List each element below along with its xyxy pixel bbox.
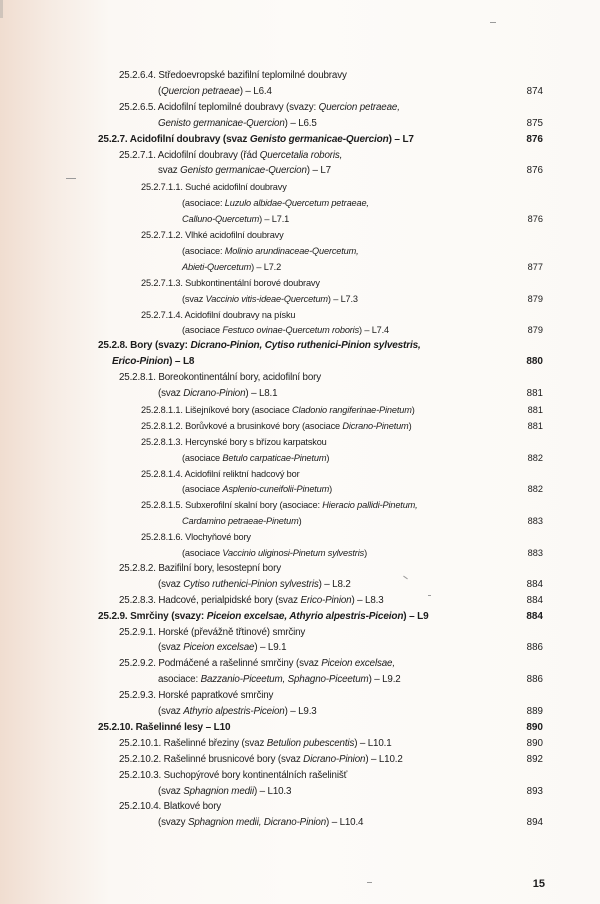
toc-entry-title: 25.2.9. Smrčiny (svazy: Piceion excelsae, Athyrio alpestris-Piceion) – L9 <box>98 610 429 622</box>
toc-entry <box>0 784 600 800</box>
toc-entry-title: 25.2.8.3. Hadcové, perialpidské bory (svaz Erico-Pinion) – L8.3 <box>119 594 384 606</box>
toc-entry-title: 25.2.8.1.1. Lišejníkové bory (asociace Cladonio rangiferinae-Pinetum) <box>141 404 415 415</box>
toc-entry-title: 25.2.7. Acidofilní doubravy (svaz Genisto germanicae-Quercion) – L7 <box>98 133 414 145</box>
toc-entry-title: 25.2.8. Bory (svazy: Dicrano-Pinion, Cytiso ruthenici-Pinion sylvestris, <box>98 340 421 352</box>
toc-entry-title: (asociace Festuco ovinae-Quercetum roboris) – L7.4 <box>182 325 389 336</box>
toc-entry <box>0 752 600 768</box>
toc-entry <box>0 688 600 704</box>
toc-entry <box>0 100 600 116</box>
toc-entry-title: (svaz Athyrio alpestris-Piceion) – L9.3 <box>158 706 317 717</box>
toc-entry-page: 882 <box>527 452 543 463</box>
toc-entry <box>0 84 600 100</box>
toc-entry <box>0 466 600 482</box>
toc-entry-title: (svaz Cytiso ruthenici-Pinion sylvestris) – L8.2 <box>158 578 351 590</box>
toc-entry-title: 25.2.8.1.6. Vlochyňové bory <box>141 532 251 543</box>
toc-entry <box>0 68 600 84</box>
toc-entry-page: 884 <box>526 594 543 606</box>
toc-entry-title: 25.2.10. Rašelinné lesy – L10 <box>98 721 231 733</box>
toc-entry-title: (svaz Vaccinio vitis-ideae-Quercetum) – L7.3 <box>182 293 358 304</box>
toc-entry-title: 25.2.10.3. Suchopýrové bory kontinentálních rašelinišť <box>119 769 348 781</box>
toc-entry <box>0 307 600 323</box>
toc-entry-page: 879 <box>527 293 543 304</box>
toc-entry-title: 25.2.10.1. Rašelinné březiny (svaz Betulion pubescentis) – L10.1 <box>119 737 392 749</box>
toc-entry-title: Cardamino petraeae-Pinetum) <box>182 516 302 527</box>
toc-entry <box>0 259 600 275</box>
toc-entry <box>0 132 600 148</box>
toc-entry-title: (asociace Betulo carpaticae-Pinetum) <box>182 452 330 463</box>
toc-entry <box>0 625 600 641</box>
toc-entry-page: 894 <box>526 817 543 829</box>
toc-entry-page: 880 <box>526 356 543 368</box>
toc-entry-page: 874 <box>526 85 543 97</box>
toc-entry-title: (svazy Sphagnion medii, Dicrano-Pinion) – L10.4 <box>158 817 364 829</box>
toc-entry-page: 881 <box>526 388 543 399</box>
toc-entry <box>0 195 600 211</box>
toc-entry-title: Calluno-Quercetum) – L7.1 <box>182 214 290 225</box>
toc-entry <box>0 736 600 752</box>
toc-entry-title: 25.2.9.3. Horské papratkové smrčiny <box>119 690 274 702</box>
toc-entry-page: 884 <box>526 610 543 622</box>
toc-entry <box>0 704 600 720</box>
toc-entry-page: 883 <box>527 516 543 527</box>
toc-entry-title: 25.2.8.1.2. Borůvkové a brusinkové bory (asociace Dicrano-Pinetum) <box>141 420 412 431</box>
page-edge-mark <box>0 0 3 18</box>
toc-entry-page: 882 <box>527 484 543 495</box>
toc-entry-title: 25.2.9.2. Podmáčené a rašelinné smrčiny (svaz Piceion excelsae, <box>119 658 395 670</box>
toc-entry-title: 25.2.10.2. Rašelinné brusnicové bory (svaz Dicrano-Pinion) – L10.2 <box>119 753 403 765</box>
toc-entry-page: 892 <box>526 753 543 765</box>
toc-entry-title: 25.2.9.1. Horské (převážně třtinové) smrčiny <box>119 626 306 638</box>
toc-entry-page: 886 <box>526 642 543 654</box>
toc-entry <box>0 513 600 529</box>
toc-entry-title: Genisto germanicae-Quercion) – L6.5 <box>158 117 317 129</box>
toc-entry <box>0 291 600 307</box>
toc-entry-title: 25.2.8.1.5. Subxerofilní skalní bory (asociace: Hieracio pallidi-Pinetum, <box>141 500 418 511</box>
toc-entry-page: 886 <box>526 674 543 686</box>
toc-entry <box>0 609 600 625</box>
toc-entry-page: 881 <box>527 404 543 415</box>
toc-entry-page: 883 <box>527 548 543 558</box>
toc-entry <box>0 227 600 243</box>
toc-entry <box>0 561 600 577</box>
toc-entry-title: 25.2.7.1.1. Suché acidofilní doubravy <box>141 182 287 193</box>
toc-entry <box>0 402 600 418</box>
toc-entry <box>0 497 600 513</box>
toc-entry-page: 877 <box>527 261 543 272</box>
toc-entry <box>0 640 600 656</box>
toc-entry-title: 25.2.8.1.3. Hercynské bory s břízou karpatskou <box>141 436 327 447</box>
toc-entry <box>0 116 600 132</box>
toc-entry-title: 25.2.7.1. Acidofilní doubravy (řád Quercetalia roboris, <box>119 149 343 161</box>
toc-entry-title: (svaz Dicrano-Pinion) – L8.1 <box>158 388 278 399</box>
toc-entry-title: (svaz Sphagnion medii) – L10.3 <box>158 785 292 797</box>
toc-entry-page: 884 <box>526 578 543 590</box>
toc-entry-title: 25.2.7.1.3. Subkontinentální borové doubravy <box>141 277 320 288</box>
dust-speck <box>490 22 496 23</box>
toc-entry-page: 893 <box>526 785 543 797</box>
toc-entry-title: 25.2.10.4. Blatkové bory <box>119 801 222 813</box>
toc-entry-page: 876 <box>527 214 543 225</box>
toc-entry-page: 881 <box>527 420 543 431</box>
toc-entry-page: 879 <box>527 325 543 336</box>
toc-entry <box>0 386 600 402</box>
toc-entry <box>0 672 600 688</box>
toc-entry <box>0 163 600 179</box>
toc-entry-title: 25.2.6.5. Acidofilní teplomilné doubravy (svazy: Quercion petraeae, <box>119 101 400 113</box>
toc-entry-page: 876 <box>526 133 543 145</box>
toc-entry <box>0 354 600 370</box>
toc-entry-page: 890 <box>526 721 543 733</box>
toc-entry <box>0 211 600 227</box>
toc-entry <box>0 815 600 831</box>
toc-entry <box>0 768 600 784</box>
toc-entry-title: (Quercion petraeae) – L6.4 <box>158 85 272 97</box>
toc-entry-title: 25.2.8.1.4. Acidofilní reliktní hadcový bor <box>141 468 300 479</box>
toc-entry <box>0 322 600 338</box>
toc-entry-page: 876 <box>526 165 543 177</box>
toc-entry-title: (asociace: Luzulo albidae-Quercetum petraeae, <box>182 198 369 209</box>
toc-entry <box>0 418 600 434</box>
toc-entry <box>0 593 600 609</box>
toc-entry-title: Abieti-Quercetum) – L7.2 <box>182 261 282 272</box>
toc-entry <box>0 545 600 561</box>
page-number: 15 <box>532 878 545 890</box>
toc-entry <box>0 577 600 593</box>
toc-entry-page: 890 <box>526 737 543 749</box>
toc-entry-title: (asociace Vaccinio uliginosi-Pinetum sylvestris) <box>182 548 367 558</box>
toc-entry-title: 25.2.7.1.4. Acidofilní doubravy na písku <box>141 309 296 320</box>
toc-entry-title: (asociace Asplenio-cuneifolii-Pinetum) <box>182 484 333 495</box>
toc-entry <box>0 275 600 291</box>
toc-entry <box>0 148 600 164</box>
toc-entry-title: 25.2.8.1. Boreokontinentální bory, acidofilní bory <box>119 372 321 384</box>
toc-entry-title: 25.2.8.2. Bazifilní bory, lesostepní bory <box>119 562 281 574</box>
toc-entry-page: 875 <box>526 117 543 129</box>
toc-entry <box>0 243 600 259</box>
toc-entry-title: Erico-Pinion) – L8 <box>112 356 195 368</box>
toc-entry <box>0 529 600 545</box>
toc-entry <box>0 720 600 736</box>
toc-entry <box>0 434 600 450</box>
toc-entry-title: 25.2.7.1.2. Vlhké acidofilní doubravy <box>141 230 284 240</box>
toc-entry-title: 25.2.6.4. Středoevropské bazifilní teplomilné doubravy <box>119 70 347 81</box>
toc-entry <box>0 179 600 195</box>
toc-entry <box>0 656 600 672</box>
toc-entry <box>0 799 600 815</box>
toc-entry-page: 889 <box>526 706 543 717</box>
toc-entry-title: svaz Genisto germanicae-Quercion) – L7 <box>158 165 331 177</box>
toc-entry <box>0 338 600 354</box>
toc-entry-title: (svaz Piceion excelsae) – L9.1 <box>158 642 287 654</box>
toc-entry-title: (asociace: Molinio arundinaceae-Quercetum, <box>182 245 359 256</box>
toc-entry-title: asociace: Bazzanio-Piceetum, Sphagno-Piceetum) – L9.2 <box>158 674 401 686</box>
toc-entry <box>0 450 600 466</box>
toc-entry <box>0 370 600 386</box>
dust-speck <box>367 882 372 883</box>
toc-entry <box>0 481 600 497</box>
